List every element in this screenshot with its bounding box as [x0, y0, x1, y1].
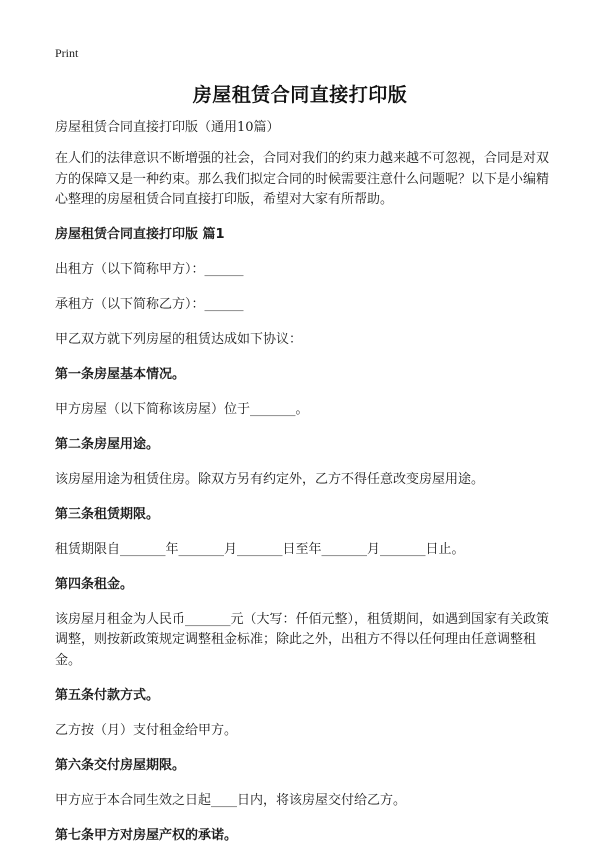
clause-4-heading: 第四条租金。 [55, 576, 134, 592]
clause-3-text: 租赁期限自_______年_______月_______日至年_______月_______日止。 [55, 541, 465, 557]
document-body [55, 118, 555, 861]
clause-7-heading: 第七条甲方对房屋产权的承诺。 [55, 828, 238, 843]
clause-6-text: 甲方应于本合同生效之日起____日内，将该房屋交付给乙方。 [55, 793, 407, 808]
clause-2-text: 该房屋用途为租赁住房。除双方另有约定外，乙方不得任意改变房屋用途。 [55, 471, 485, 487]
intro-paragraph: 在人们的法律意识不断增强的社会，合同对我们的约束力越来越不可忽视，合同是对双方的保障又是一种约束。那么我们拟定合同的时候需要注意什么问题呢？以下是小编精心整理的房屋租赁合同直接打印版，希望对大家有所帮助。 [55, 151, 550, 207]
clause-4-text: 该房屋月租金为人民币_______元（大写：仟佰元整），租赁期间，如遇到国家有关政策调整，则按新政策规定调整租金标准；除此之外，出租方不得以任何理由任意调整租金。 [55, 611, 550, 668]
clause-2-heading: 第二条房屋用途。 [55, 436, 160, 452]
document-subtitle: 房屋租赁合同直接打印版（通用10篇） [55, 120, 280, 135]
clause-5-heading: 第五条付款方式。 [55, 688, 160, 703]
document-title: 房屋租赁合同直接打印版 [192, 84, 408, 106]
clause-6-heading: 第六条交付房屋期限。 [55, 758, 186, 773]
lessor-line: 出租方（以下简称甲方）：______ [55, 261, 244, 277]
clause-5-text: 乙方按（月）支付租金给甲方。 [55, 723, 238, 738]
part-heading: 房屋租赁合同直接打印版 篇1 [55, 226, 225, 242]
clause-1-text: 甲方房屋（以下简称该房屋）位于_______。 [55, 401, 309, 417]
print-link[interactable]: Print [55, 46, 79, 60]
clause-3-heading: 第三条租赁期限。 [55, 506, 160, 522]
lessee-line: 承租方（以下简称乙方）：______ [55, 296, 244, 312]
clause-1-heading: 第一条房屋基本情况。 [55, 366, 186, 382]
agreement-line: 甲乙双方就下列房屋的租赁达成如下协议： [55, 331, 303, 347]
